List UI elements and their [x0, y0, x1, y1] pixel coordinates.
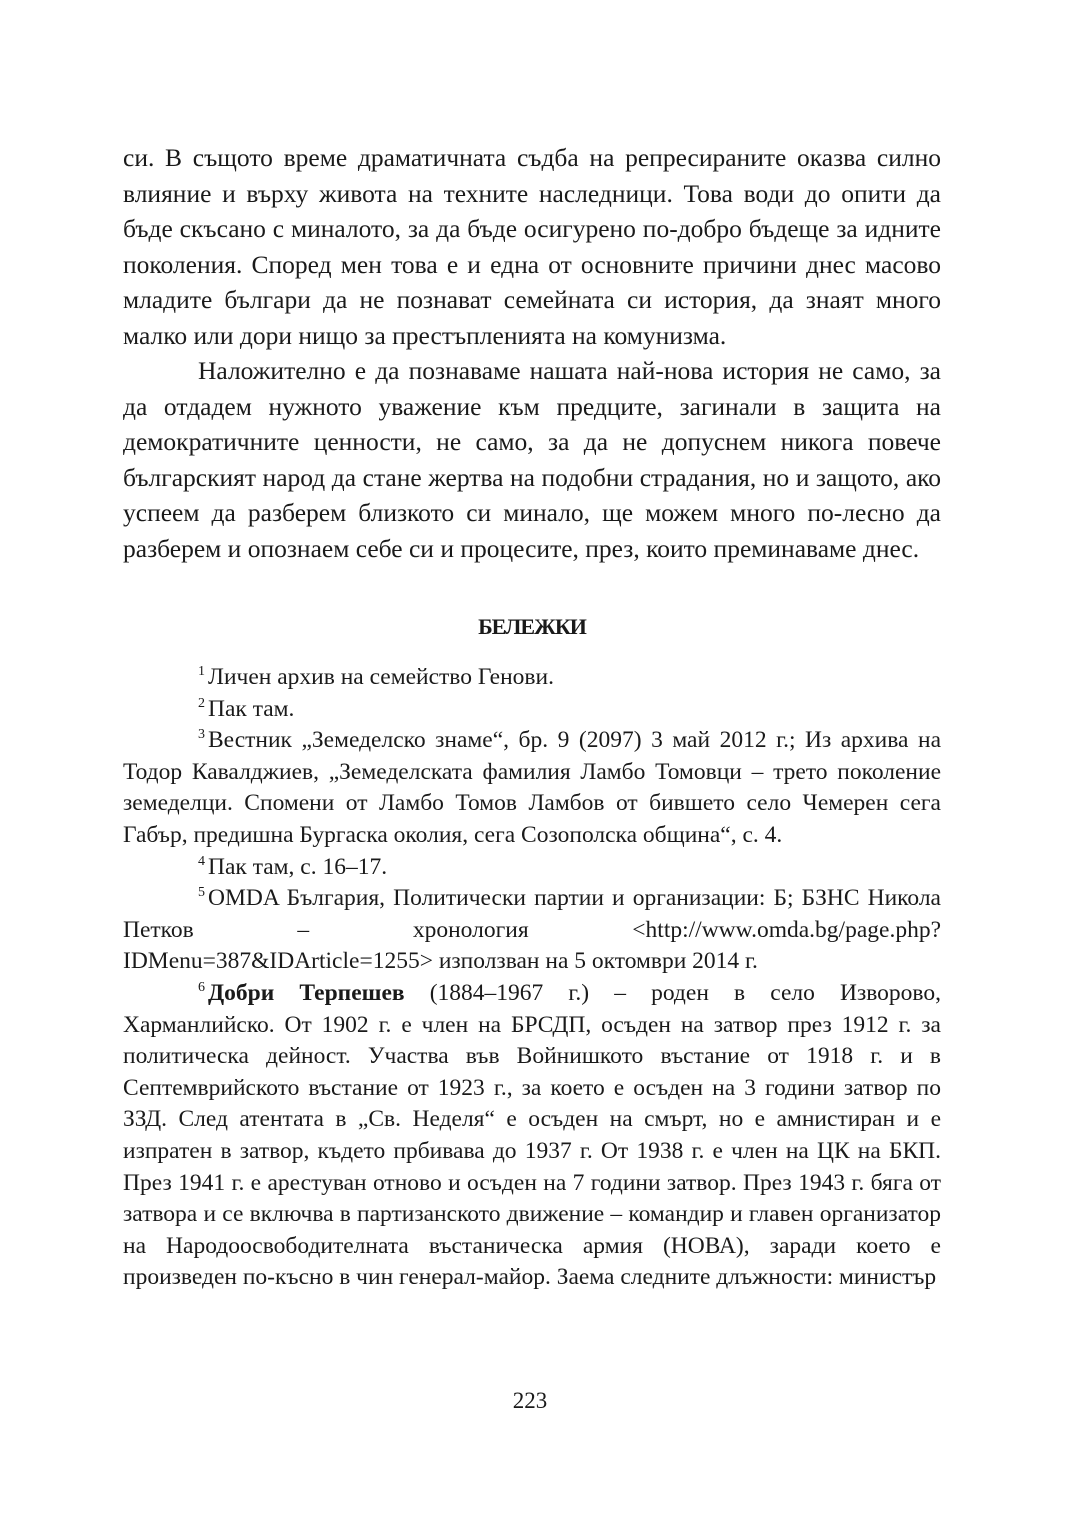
footnote [123, 883, 941, 978]
footnote-number: 4 [198, 853, 205, 869]
footnote-text: Пак там, с. 16–17. [208, 853, 388, 880]
page-number: 223 [512, 1388, 548, 1413]
footnote-person-name: Добри Терпешев [208, 979, 405, 1006]
footnote-number: 3 [198, 727, 205, 743]
footnote [123, 852, 941, 884]
body-paragraph: Наложително е да познаваме нашата най-нова история не само, за да отдадем нужното уважение към предците, загинали в защита на демократичните ценности, не само, за да не допуснем никога повече българският народ да стане жертва на подобни страдания, но и защото, ако успеем да разберем близкото си минало, ще можем много по-лесно да разберем и опознаем себе си и процесите, през, които преминаваме днес. [123, 356, 941, 563]
footnote-text: Вестник „Земеделско знаме“, бр. 9 (2097) 3 май 2012 г.; Из архива на Тодор Кавалджиев, „Земеделската фамилия Ламбо Томовци – трето поколение земеделци. Спомени от Ламбо Томов Ламбов от бившето село Чемерен сега Габър, предишна Бургаска околия, сега Созополска община“, с. 4. [123, 727, 941, 848]
footnote-number: 2 [198, 695, 205, 711]
footnote-number: 1 [198, 664, 205, 679]
footnote-text: OMDA България, Политически партии и организации: Б; БЗНС Никола Петков – хронология <http://www.omda.bg/page.php?IDMenu=387&IDArticle=1255> използван на 5 октомври 2014 г. [123, 885, 941, 975]
page-content [123, 140, 941, 1294]
body-paragraph: си. В същото време драматичната съдба на репресираните оказва силно влияние и върху живота на техните наследници. Това води до опити да бъде скъсано с миналото, за да бъде осигурено по-добро бъдеще за идните поколения. Според мен това е и една от основните причини днес масово младите българи да не познават семейната си история, да знаят много малко или дори нищо за престъпленията на комунизма. [123, 143, 941, 350]
notes-heading: БЕЛЕЖКИ [478, 614, 586, 639]
notes-list [123, 662, 941, 1294]
footnote [123, 978, 941, 1294]
body-text [123, 140, 941, 566]
footnote-text: (1884–1967 г.) – роден в село Изворово, Харманлийско. От 1902 г. е член на БРСДП, осъден на затвор през 1912 г. за политическа дейност. Участва във Войнишкото въстание от 1918 г. и в Септемврийското въстание от 1923 г., за което е осъден на 3 години затвор по ЗЗД. След атентата в „Св. Неделя“ е осъден на смърт, но е амнистиран и е изпратен в затвор, където прбивава до 1937 г. От 1938 г. е член на ЦК на БКП. През 1941 г. е арестуван отново и осъден на 7 години затвор. През 1943 г. бяга от затвора и се включва в партизанското движение – командир и главен организатор на Народоосвободителната въстаническа армия (НОВА), заради което е произведен по-късно в чин генерал-майор. Заема следните длъжности: министър [123, 979, 941, 1291]
footnote [123, 694, 941, 726]
footnote-number: 6 [198, 979, 205, 995]
footnote [123, 662, 941, 694]
footnote-number: 5 [198, 885, 205, 901]
footnote-text: Личен архив на семейство Генови. [208, 664, 554, 690]
footnote-text: Пак там. [208, 695, 295, 722]
footnote [123, 725, 941, 851]
